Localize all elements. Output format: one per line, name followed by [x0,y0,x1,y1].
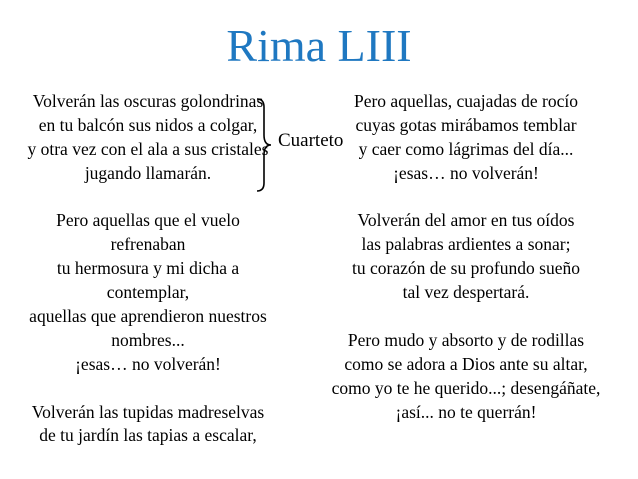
verse-line: nombres... [111,329,185,350]
verse-line: Pero mudo y absorto y de rodillas [347,329,585,350]
stanza [294,329,638,425]
verse-line: las palabras ardientes a sonar; [361,234,571,255]
right-column [294,90,638,424]
verse-line: en tu balcón sus nidos a colgar, [38,114,258,135]
verse-line: contemplar, [106,282,190,303]
verse-line: jugando llamarán. [84,162,212,183]
stanza [0,401,296,449]
verse-line: cuyas gotas mirábamos temblar [355,114,577,135]
verse-line: ¡esas… no volverán! [75,353,221,374]
verse-line: Volverán las oscuras golondrinas [32,91,264,111]
verse-line: y otra vez con el ala a sus cristales [27,138,269,159]
left-column [0,90,296,448]
curly-brace-icon [255,97,275,193]
verse-line: aquellas que aprendieron nuestros [29,306,267,327]
verse-line: Pero aquellas, cuajadas de rocío [353,91,578,111]
page-title: Rima LIII [226,20,412,71]
stanza-annotation: Cuarteto [278,130,344,151]
verse-line: tu corazón de su profundo sueño [352,258,580,279]
verse-line: Volverán del amor en tus oídos [357,210,575,231]
verse-line: y caer como lágrimas del día... [358,138,574,159]
stanza-gap [0,377,296,401]
stanza-gap [0,186,296,210]
verse-line: como yo te he querido...; desengáñate, [331,377,601,398]
verse-line: tal vez despertará. [402,282,530,303]
verse-line: tu hermosura y mi dicha a [56,258,240,279]
verse-line: Volverán las tupidas madreselvas [31,401,265,422]
verse-line: como se adora a Dios ante su altar, [344,353,588,374]
verse-line: ¡así... no te querrán! [395,401,537,422]
verse-line: refrenaban [110,234,186,255]
stanza [0,209,296,376]
stanza-gap [294,186,638,210]
stanza [294,209,638,305]
verse-line: de tu jardín las tapias a escalar, [39,425,257,446]
verse-line: ¡esas… no volverán! [393,162,539,183]
stanza [0,90,296,186]
stanza-gap [294,305,638,329]
stanza [294,90,638,186]
verse-line: Pero aquellas que el vuelo [56,210,240,231]
